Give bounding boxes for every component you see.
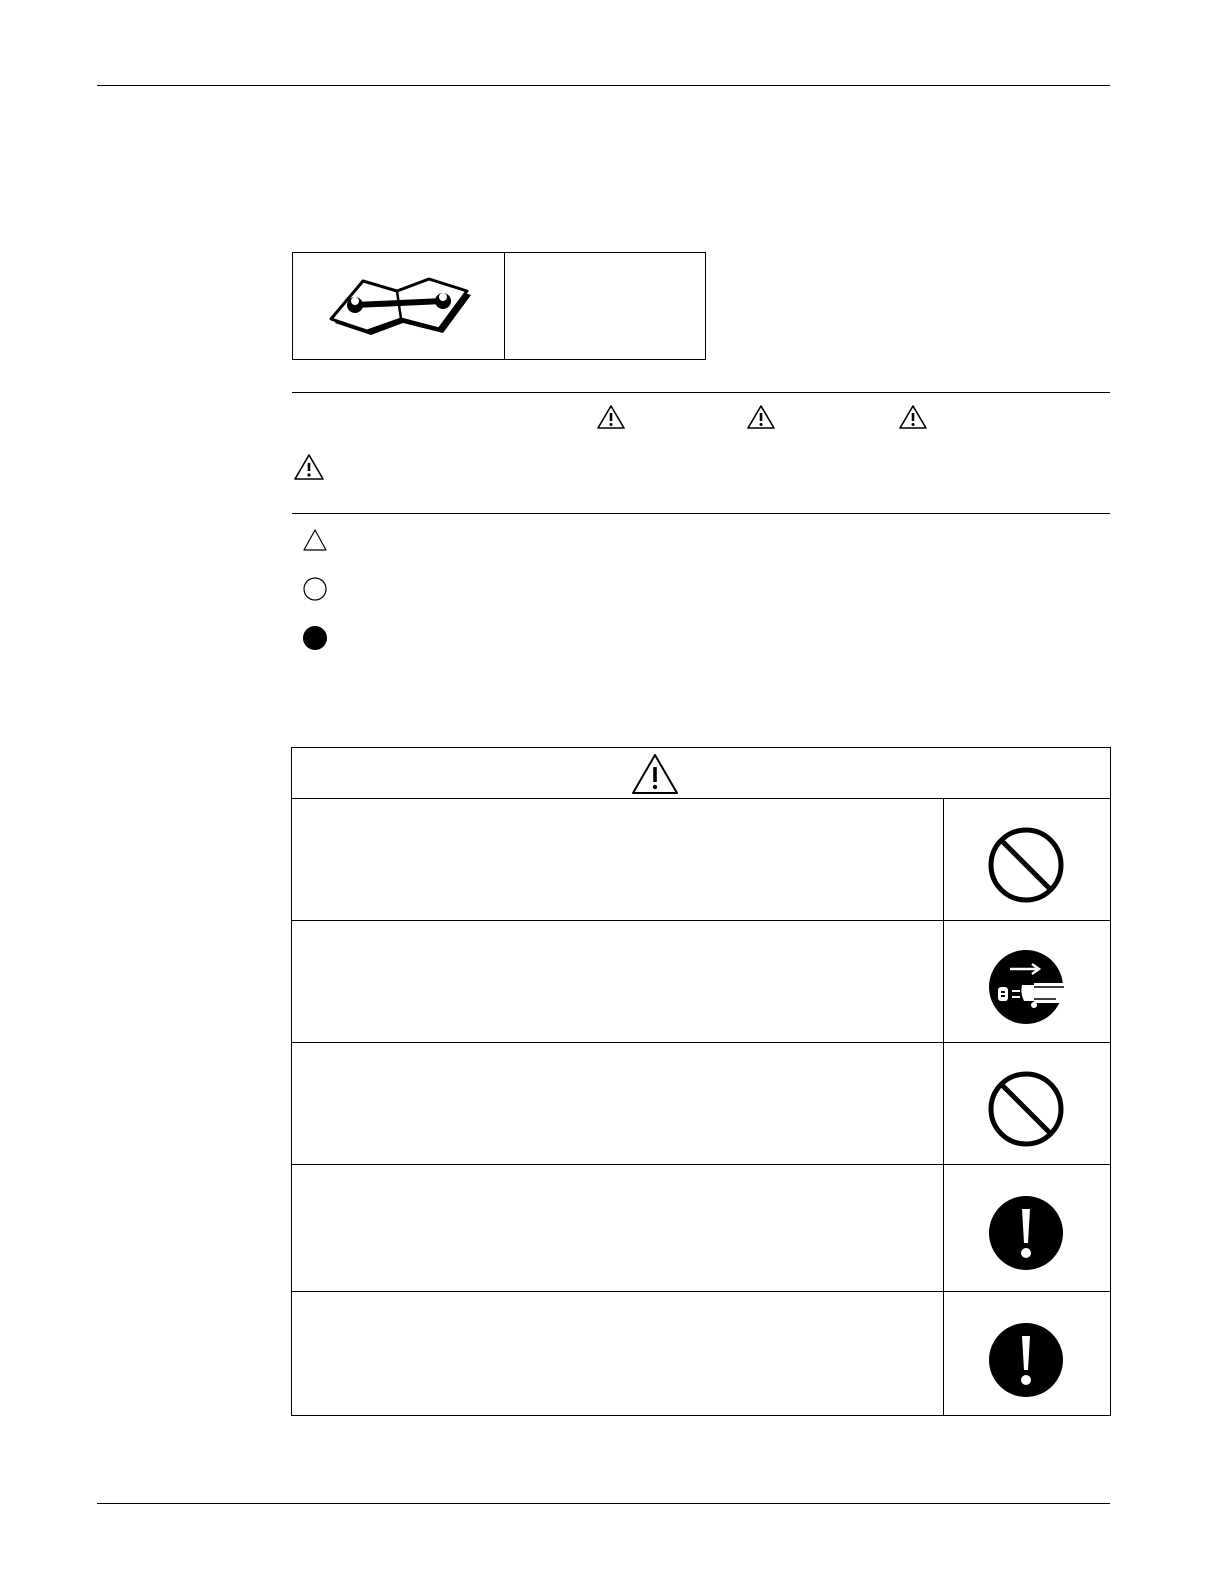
- manual-symbol-box: [292, 252, 706, 360]
- mandatory-action-icon: [986, 1320, 1066, 1400]
- warning-table-header: [292, 748, 1110, 798]
- table-row: [292, 921, 1110, 1042]
- warning-triangle-icon: [596, 404, 626, 430]
- mandatory-action-icon: [986, 1193, 1066, 1273]
- signal-words-top-rule: [292, 392, 1110, 393]
- outline-circle-icon: [302, 576, 328, 602]
- filled-circle-icon: [302, 625, 328, 651]
- warning-triangle-icon: [746, 404, 776, 430]
- table-row: [292, 799, 1110, 920]
- footer-rule: [97, 1503, 1110, 1504]
- header-rule: [97, 85, 1110, 86]
- warning-table: [291, 747, 1111, 1416]
- warning-triangle-icon: [898, 404, 928, 430]
- warning-triangle-icon: [631, 753, 679, 795]
- table-row: [292, 1043, 1110, 1164]
- prohibition-icon: [986, 1069, 1066, 1149]
- prohibition-icon: [986, 825, 1066, 905]
- table-row: [292, 1292, 1110, 1415]
- manual-symbol-divider: [504, 253, 505, 359]
- manual-wrench-book-icon: [327, 273, 477, 341]
- table-row: [292, 1165, 1110, 1291]
- legend-top-rule: [292, 513, 1110, 514]
- unplug-power-icon: [986, 947, 1066, 1027]
- outline-triangle-icon: [302, 528, 328, 552]
- warning-triangle-icon: [293, 453, 325, 481]
